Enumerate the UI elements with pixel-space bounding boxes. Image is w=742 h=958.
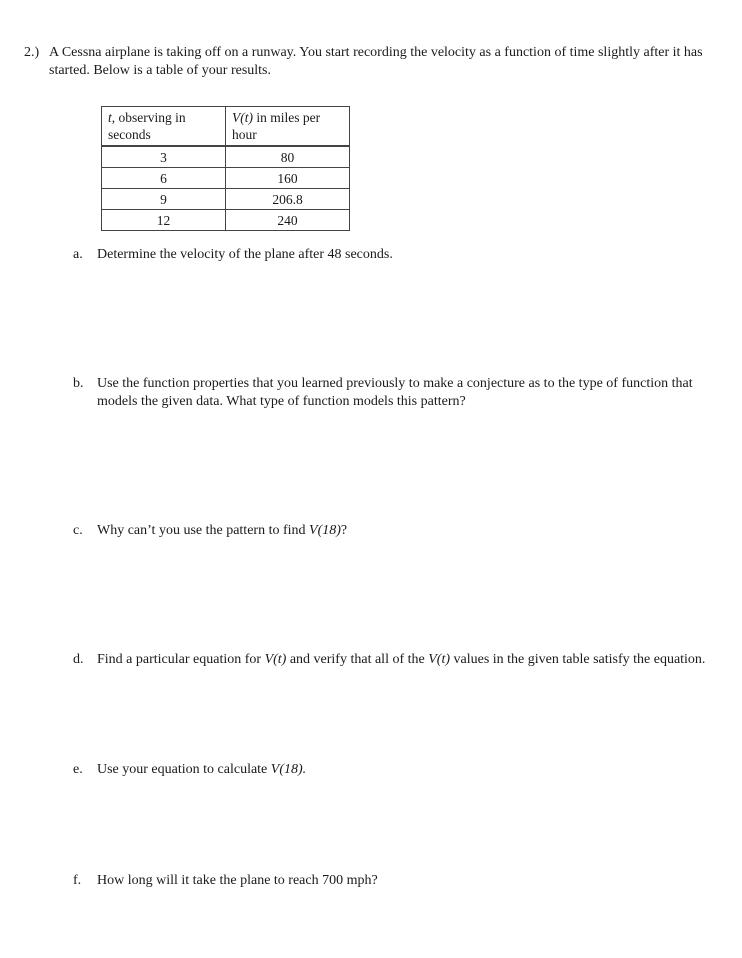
problem-number: 2.) xyxy=(24,45,40,60)
question-b-text: Use the function properties that you learned previously to make a conjecture as to the type of function that models the given data. What type of function models this pattern? xyxy=(97,376,693,409)
cell-time: 12 xyxy=(102,210,226,231)
cell-velocity: 206.8 xyxy=(226,189,350,210)
header-velocity-label: in miles per hour xyxy=(232,110,321,142)
question-e-text-start: Use your equation to calculate xyxy=(97,762,271,777)
question-f xyxy=(73,872,713,890)
header-time xyxy=(102,107,226,147)
question-b xyxy=(73,375,713,411)
table-row xyxy=(102,168,350,189)
question-d-italic-1: V(t) xyxy=(264,652,287,667)
header-time-var: t xyxy=(108,110,112,125)
question-e-text xyxy=(97,761,713,779)
table-row xyxy=(102,189,350,210)
question-c-text xyxy=(97,522,713,540)
question-c-letter: c. xyxy=(73,523,83,538)
header-velocity xyxy=(226,107,350,147)
question-c-italic: V(18) xyxy=(309,523,341,538)
question-e xyxy=(73,761,713,779)
header-time-label: , observing in seconds xyxy=(108,110,186,142)
table-row xyxy=(102,146,350,168)
question-f-text: How long will it take the plane to reach 700 mph? xyxy=(97,873,378,888)
question-a-letter: a. xyxy=(73,247,83,262)
question-d-text-1: Find a particular equation for xyxy=(97,652,265,667)
question-d-italic-2: V(t) xyxy=(428,652,450,667)
question-c xyxy=(73,522,713,540)
table-row xyxy=(102,210,350,231)
question-d-letter: d. xyxy=(73,652,84,667)
problem-statement xyxy=(24,44,714,80)
question-d-text xyxy=(97,651,713,669)
cell-time: 6 xyxy=(102,168,226,189)
question-d-text-3: values in the given table satisfy the equation. xyxy=(450,652,706,667)
question-d-text-2: and verify that all of the xyxy=(286,652,429,667)
cell-time: 9 xyxy=(102,189,226,210)
question-a-text: Determine the velocity of the plane after 48 seconds. xyxy=(97,247,393,262)
header-velocity-var: V(t) xyxy=(232,110,253,125)
question-f-letter: f. xyxy=(73,873,82,888)
question-c-text-end: ? xyxy=(340,523,348,538)
question-e-italic: V(18). xyxy=(270,762,307,777)
question-d xyxy=(73,651,713,669)
cell-velocity: 160 xyxy=(226,168,350,189)
question-c-text-start: Why can’t you use the pattern to find xyxy=(97,523,310,538)
question-e-letter: e. xyxy=(73,762,83,777)
question-a xyxy=(73,246,713,264)
table-header-row xyxy=(102,107,350,147)
cell-time: 3 xyxy=(102,146,226,168)
data-table xyxy=(101,106,350,231)
cell-velocity: 80 xyxy=(226,146,350,168)
problem-text: A Cessna airplane is taking off on a runway. You start recording the velocity as a function of time slightly after it has started. Below is a table of your results. xyxy=(49,45,703,78)
cell-velocity: 240 xyxy=(226,210,350,231)
question-b-letter: b. xyxy=(73,376,84,391)
